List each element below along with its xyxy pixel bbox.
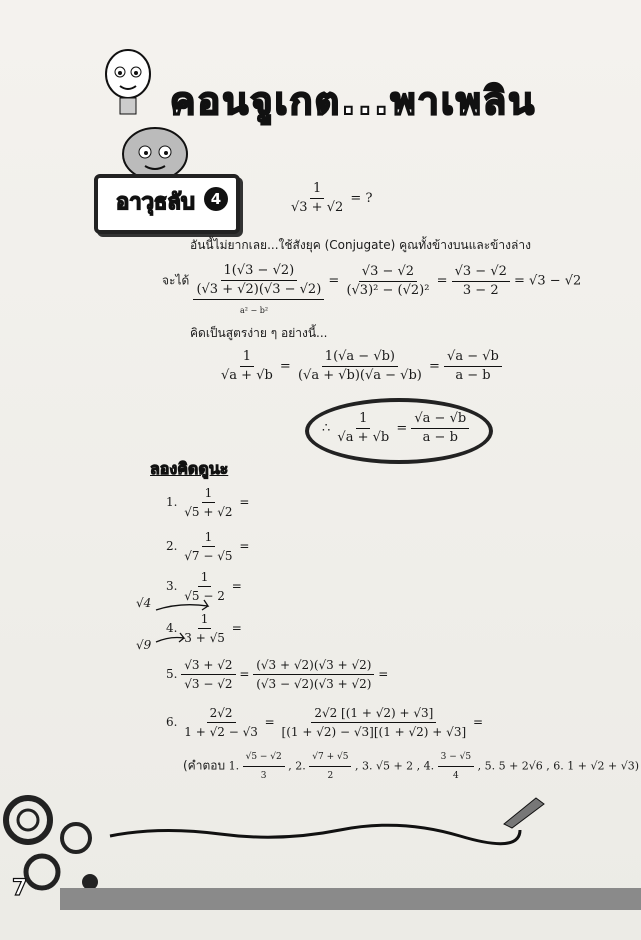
lightbulb-mascot-icon [98, 44, 158, 124]
answer-4-num: 3 − √5 [438, 748, 474, 767]
answer-4-den: 4 [453, 771, 459, 781]
general-text: คิดเป็นสูตรง่าย ๆ อย่างนี้... [190, 326, 328, 340]
therefore-symbol: ∴ [322, 421, 331, 436]
exercise-equals: = [231, 579, 242, 593]
general-frac2-den: (√a + √b)(√a − √b) [297, 368, 422, 383]
answer-1-den: 3 [260, 771, 267, 781]
page-number: 7 [12, 876, 28, 901]
practice-heading: ลองคิดดูนะ [150, 459, 229, 478]
step1-underbrace-label: a² − b² [240, 306, 269, 315]
exercise-den-expanded: (√3 − √2)(√3 + √2) [256, 677, 372, 691]
exercise-den-expanded: [(1 + √2) − √3][(1 + √2) + √3] [281, 725, 467, 739]
exercise-equals: = [472, 715, 484, 729]
exercise-number: 4. [166, 621, 178, 635]
exercise-num: 1 [198, 568, 212, 587]
exercise-den: √5 + √2 [184, 505, 233, 519]
step1-lead: จะได้ [162, 273, 190, 288]
answers-lead: (คำตอบ [183, 758, 226, 773]
exercise-1 [166, 484, 249, 521]
problem-expression [288, 180, 372, 217]
step1-frac1-num: 1(√3 − √2) [221, 262, 298, 281]
step1-frac2-den: (√3)² − (√2)² [346, 282, 430, 298]
exercise-den: √7 − √5 [184, 549, 233, 563]
exercise-2 [166, 528, 249, 565]
exercise-number: 2. [166, 539, 178, 553]
exercise-den: 1 + √2 − √3 [184, 725, 258, 739]
badge-number: 4 [204, 187, 228, 211]
exercise-num-expanded: (√3 + √2)(√3 + √2) [253, 656, 374, 675]
step1-frac2-num: √3 − √2 [359, 263, 417, 282]
exercise-number: 1. [166, 495, 178, 509]
problem-numerator: 1 [310, 180, 324, 199]
answer-3-4-label: , 3. √5 + 2 , 4. [354, 759, 435, 773]
exercise-equals: = [378, 667, 389, 681]
formula-frac1-num: 1 [356, 410, 370, 429]
general-equation: $\frac{1}{√a + √b}$ = $\frac{1(√a - √b)}{(√a + √b)(√a - √b)}$ = $\frac{√a - √b}{a - b}$ [218, 348, 502, 385]
general-frac3-num: √a − √b [444, 348, 502, 367]
answer-2-label: , 2. [288, 759, 306, 773]
exercise-den: √5 − 2 [184, 589, 225, 603]
exercise-equals: = [239, 495, 250, 509]
general-frac3-den: a − b [455, 368, 491, 383]
badge-label: อาวุธลับ [116, 190, 195, 215]
exercise-num-expanded: 2√2 [(1 + √2) + √3] [311, 704, 436, 723]
exercise-num: √3 + √2 [181, 656, 235, 675]
handwritten-sqrt4: √4 [136, 596, 152, 610]
exercise-equals: = [231, 621, 242, 635]
page-title: คอนจูเกต...พาเพลิน [170, 79, 537, 123]
exercise-num: 2√2 [207, 704, 236, 723]
general-frac1-den: √a + √b [221, 368, 273, 383]
footer-bar [60, 888, 641, 910]
answers-rest: , 5. 5 + 2√6 , 6. 1 + √2 + √3) [477, 759, 640, 773]
exercise-den: √3 − √2 [184, 677, 233, 691]
pencil-icon [500, 790, 550, 830]
exercise-number: 5. [166, 667, 178, 681]
handwritten-sqrt9: √9 [136, 638, 152, 652]
formula-frac1-den: √a + √b [337, 430, 390, 445]
formula-box: ∴ $\frac{1}{√a + √b}$ = $\frac{√a - √b}{a - b}$ [322, 410, 469, 447]
answer-1-num: √5 − √2 [243, 748, 285, 767]
problem-denominator: √3 + √2 [291, 200, 344, 215]
exercise-num: 1 [198, 610, 212, 629]
exercise-number: 3. [166, 579, 178, 593]
exercise-number: 6. [166, 715, 178, 729]
exercise-num: 1 [202, 484, 216, 503]
exercise-equals: = [239, 539, 250, 553]
exercise-num: 1 [202, 528, 216, 547]
step1-frac3-den: 3 − 2 [462, 282, 499, 298]
handwritten-arrow-icon [150, 590, 220, 650]
answer-1-label: 1. [228, 759, 240, 773]
exercise-den: 3 + √5 [184, 631, 225, 645]
exercise-5: 5. $\frac{√3 + √2}{√3 - √2}$ = $\frac{(√3 + √2)(√3 + √2)}{(√3 - √2)(√3 + √2)}$ = [166, 658, 389, 691]
exercise-6: 6. $\frac{2√2}{1 + √2 - √3}$ = $\frac{2√2 [(1 + √2) + √3]}{[(1 + √2) - √3][(1 + √2) + √3]}$ = [166, 706, 484, 739]
answer-2-den: 2 [327, 771, 334, 781]
step1-result: = √3 − √2 [514, 273, 582, 289]
step1-frac3-num: √3 − √2 [452, 263, 510, 282]
problem-suffix: = ? [350, 191, 373, 206]
general-frac1-num: 1 [240, 348, 254, 367]
step1-frac1-den: (√3 + √2)(√3 − √2) [193, 281, 324, 300]
step1-equation: จะได้ $\frac{1(√3 - √2)}{(√3 + √2)(√3 - √2)}$ = $\frac{√3 - √2}{\text{(√3)² − (√2)²}}$ = $\frac{√3 - √2}{3 - 2}$ = √3 − √2 [162, 262, 581, 300]
general-frac2-num: 1(√a − √b) [322, 348, 398, 367]
decorative-wave-line [100, 800, 550, 860]
answers-line [183, 748, 639, 785]
formula-frac2-num: √a − √b [411, 410, 469, 429]
formula-frac2-den: a − b [422, 430, 458, 445]
answer-2-num: √7 + √5 [309, 748, 351, 767]
intro-text: อันนี้ไม่ยากเลย...ใช้สังยุค (Conjugate) คูณทั้งข้างบนและข้างล่าง [190, 238, 531, 252]
